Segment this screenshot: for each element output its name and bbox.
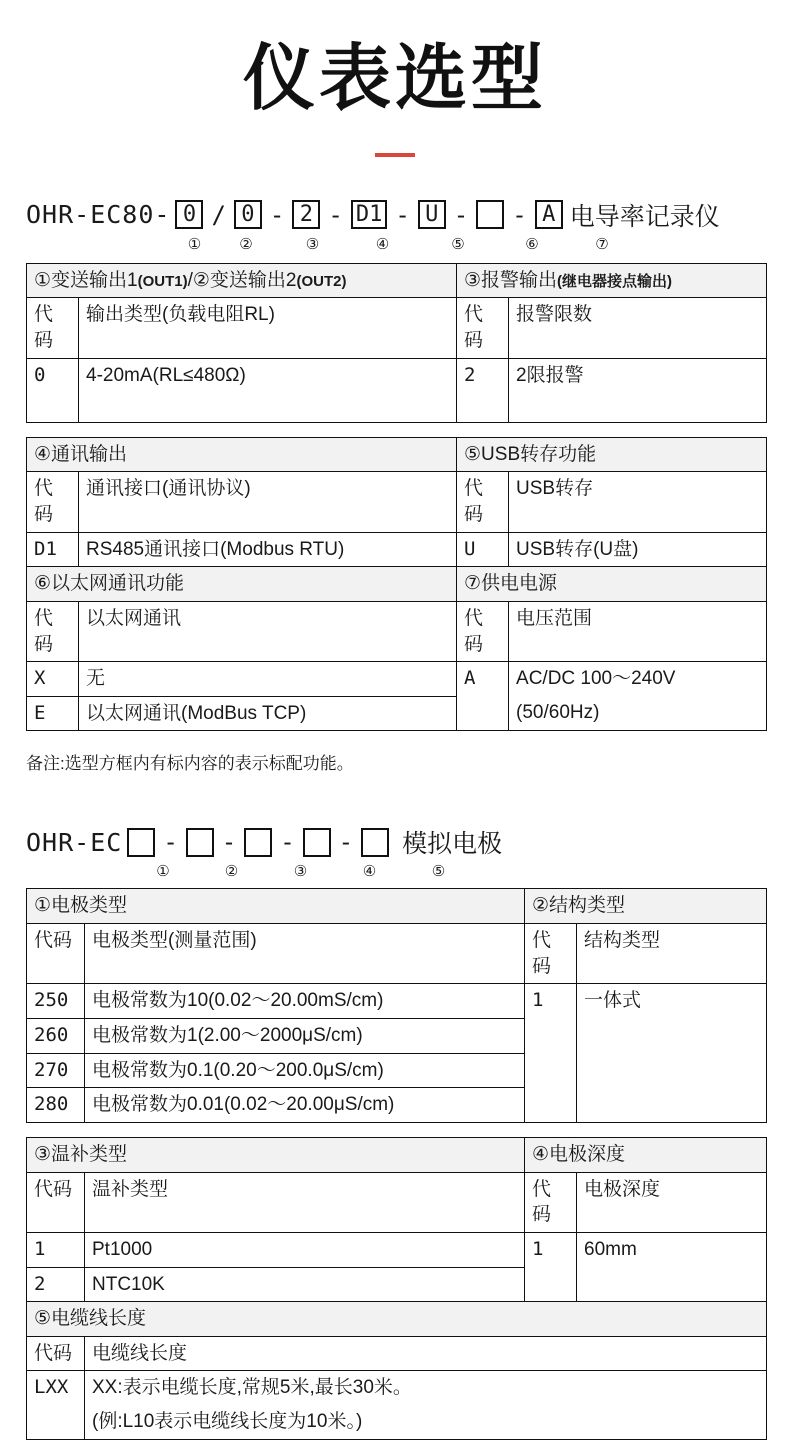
table3-header-left: ⑥以太网通讯功能 <box>27 567 457 602</box>
marker-6: ⑥ <box>525 235 539 253</box>
page-title: 仪表选型 <box>242 39 547 119</box>
model2-code-box-5[interactable] <box>361 828 389 857</box>
spec-table-comm <box>26 437 767 568</box>
table3-left-code-0: X <box>27 662 79 697</box>
marker-5: ⑤ <box>451 235 465 253</box>
table4-left-desc-2: 电极常数为0.1(0.20～200.0μS/cm) <box>85 1053 525 1088</box>
table4-right-desc-0: 一体式 <box>577 984 767 1123</box>
table5-right-code-header: 代码 <box>525 1172 577 1232</box>
table1-left-code-header: 代码 <box>27 298 79 358</box>
table2-right-code-0: U <box>457 532 509 567</box>
table2-left-title: 通讯接口(通讯协议) <box>79 472 457 532</box>
table5-left-code-0: 1 <box>27 1232 85 1267</box>
table3-right-title: 电压范围 <box>509 601 767 661</box>
table6-title: 电缆线长度 <box>85 1336 767 1371</box>
table3-right-code-header: 代码 <box>457 601 509 661</box>
code-box-7[interactable]: A <box>535 200 563 229</box>
separator-5: - <box>453 200 469 229</box>
table5-left-code-1: 2 <box>27 1267 85 1302</box>
model2-marker-3: ③ <box>293 863 308 881</box>
model2-separator-1: - <box>163 828 178 857</box>
model2-code-box-1[interactable] <box>127 828 155 857</box>
table4-left-code-header: 代码 <box>27 924 85 984</box>
model2-code-box-3[interactable] <box>244 828 272 857</box>
table2-right-desc-0: USB转存(U盘) <box>509 532 767 567</box>
table3-left-title: 以太网通讯 <box>79 601 457 661</box>
table1-header-left-small: (OUT1) <box>137 272 188 290</box>
table2-header-right: ⑤USB转存功能 <box>457 437 767 472</box>
table2-left-code-0: D1 <box>27 532 79 567</box>
table6-header: ⑤电缆线长度 <box>27 1302 767 1337</box>
table3-left-desc-0: 无 <box>79 662 457 697</box>
title-divider <box>375 153 415 157</box>
table4-left-title: 电极类型(测量范围) <box>85 924 525 984</box>
model2-code-box-2[interactable] <box>186 828 214 857</box>
table6-desc-1: (例:L10表示电缆线长度为10米。) <box>85 1405 767 1439</box>
model2-separator-4: - <box>338 828 354 857</box>
model-1-markers <box>26 235 790 253</box>
model-code-line-1 <box>26 197 790 233</box>
table5-header-right: ④电极深度 <box>525 1137 767 1172</box>
table2-right-code-header: 代码 <box>457 472 509 532</box>
table1-header-left2-small: (OUT2) <box>296 272 347 290</box>
code-box-1[interactable]: 0 <box>175 200 203 229</box>
table1-left-code-0: 0 <box>27 358 79 422</box>
table2-left-desc-0: RS485通讯接口(Modbus RTU) <box>79 532 457 567</box>
model2-separator-2: - <box>221 828 237 857</box>
table5-left-desc-1: NTC10K <box>85 1267 525 1302</box>
table3-header-right: ⑦供电电源 <box>457 567 767 602</box>
table3-right-code-0: A <box>457 662 509 731</box>
table4-left-code-0: 250 <box>27 984 85 1019</box>
model2-marker-2: ② <box>224 863 239 881</box>
spec-table-ethernet-power <box>26 566 767 731</box>
marker-7: ⑦ <box>595 235 609 253</box>
table2-right-title: USB转存 <box>509 472 767 532</box>
table4-left-desc-0: 电极常数为10(0.02～20.00mS/cm) <box>85 984 525 1019</box>
table5-left-title: 温补类型 <box>85 1172 525 1232</box>
table1-right-title: 报警限数 <box>509 298 767 358</box>
table4-header-right: ②结构类型 <box>525 889 767 924</box>
separator-1: / <box>211 200 226 229</box>
model2-prefix: OHR-EC <box>26 827 123 857</box>
table3-left-desc-1: 以太网通讯(ModBus TCP) <box>79 696 457 731</box>
table6-code-0: LXX <box>27 1371 85 1439</box>
model2-tail-label: 模拟电极 <box>402 830 503 859</box>
model2-marker-5: ⑤ <box>431 863 446 881</box>
spec-table-output <box>26 263 767 423</box>
table5-header-left: ③温补类型 <box>27 1137 525 1172</box>
marker-1: ① <box>187 235 202 253</box>
table1-header-left-text: ①变送输出1 <box>34 269 138 291</box>
spec-table-electrode-type <box>26 888 767 1122</box>
separator-3: - <box>328 200 343 229</box>
table5-right-desc-0: 60mm <box>577 1232 767 1301</box>
table3-right-desc-0: AC/DC 100～240V <box>509 662 767 697</box>
table5-right-code-0: 1 <box>525 1232 577 1301</box>
code-box-2[interactable]: 0 <box>234 200 262 229</box>
table4-right-title: 结构类型 <box>577 924 767 984</box>
code-box-3[interactable]: 2 <box>292 200 320 229</box>
code-box-6[interactable] <box>476 200 504 229</box>
table4-left-desc-1: 电极常数为1(2.00～2000μS/cm) <box>85 1019 525 1054</box>
model-2-markers <box>26 862 790 880</box>
table4-left-desc-3: 电极常数为0.01(0.02～20.00μS/cm) <box>85 1088 525 1123</box>
table3-left-code-header: 代码 <box>27 601 79 661</box>
table3-right-desc-1: (50/60Hz) <box>509 696 767 731</box>
code-box-5[interactable]: U <box>418 200 446 229</box>
table5-right-title: 电极深度 <box>577 1172 767 1232</box>
marker-3: ③ <box>305 235 320 253</box>
table1-header-right <box>457 263 767 298</box>
table1-header-right-text: ③报警输出 <box>464 269 558 291</box>
table3-left-code-1: E <box>27 696 79 731</box>
model2-code-box-4[interactable] <box>303 828 331 857</box>
table1-right-code-header: 代码 <box>457 298 509 358</box>
model-prefix: OHR-EC80- <box>26 200 171 230</box>
code-box-4[interactable]: D1 <box>351 200 388 229</box>
table4-header-left: ①电极类型 <box>27 889 525 924</box>
table1-header-right-small: (继电器接点输出) <box>557 272 673 290</box>
marker-4: ④ <box>375 235 390 253</box>
table6-desc-0: XX:表示电缆长度,常规5米,最长30米。 <box>85 1371 767 1405</box>
table1-left-title: 输出类型(负载电阻RL) <box>79 298 457 358</box>
table4-right-code-0: 1 <box>525 984 577 1123</box>
table2-left-code-header: 代码 <box>27 472 79 532</box>
spec-table-temp-depth <box>26 1137 767 1302</box>
table4-left-code-1: 260 <box>27 1019 85 1054</box>
model2-marker-4: ④ <box>362 863 377 881</box>
spec-table-cable-length <box>26 1301 767 1440</box>
table1-right-code-0: 2 <box>457 358 509 422</box>
table4-left-code-3: 280 <box>27 1088 85 1123</box>
table5-left-desc-0: Pt1000 <box>85 1232 525 1267</box>
table2-header-left: ④通讯输出 <box>27 437 457 472</box>
table1-header-left2: /②变送输出2 <box>187 269 297 291</box>
model-code-line-2 <box>26 824 790 860</box>
model2-marker-1: ① <box>156 863 170 881</box>
table1-right-desc-0: 2限报警 <box>509 358 767 422</box>
separator-6: - <box>512 200 527 229</box>
separator-2: - <box>269 200 285 229</box>
marker-2: ② <box>239 235 253 253</box>
model2-separator-3: - <box>280 828 295 857</box>
model-tail-label: 电导率记录仪 <box>569 202 720 231</box>
table4-left-code-2: 270 <box>27 1053 85 1088</box>
table4-right-code-header: 代码 <box>525 924 577 984</box>
note-text: 备注:选型方框内有标内容的表示标配功能。 <box>26 754 354 774</box>
table1-left-desc-0: 4-20mA(RL≤480Ω) <box>79 358 457 422</box>
table1-header-left <box>27 263 457 298</box>
table6-code-header: 代码 <box>27 1336 85 1371</box>
table5-left-code-header: 代码 <box>27 1172 85 1232</box>
separator-4: - <box>395 200 410 229</box>
